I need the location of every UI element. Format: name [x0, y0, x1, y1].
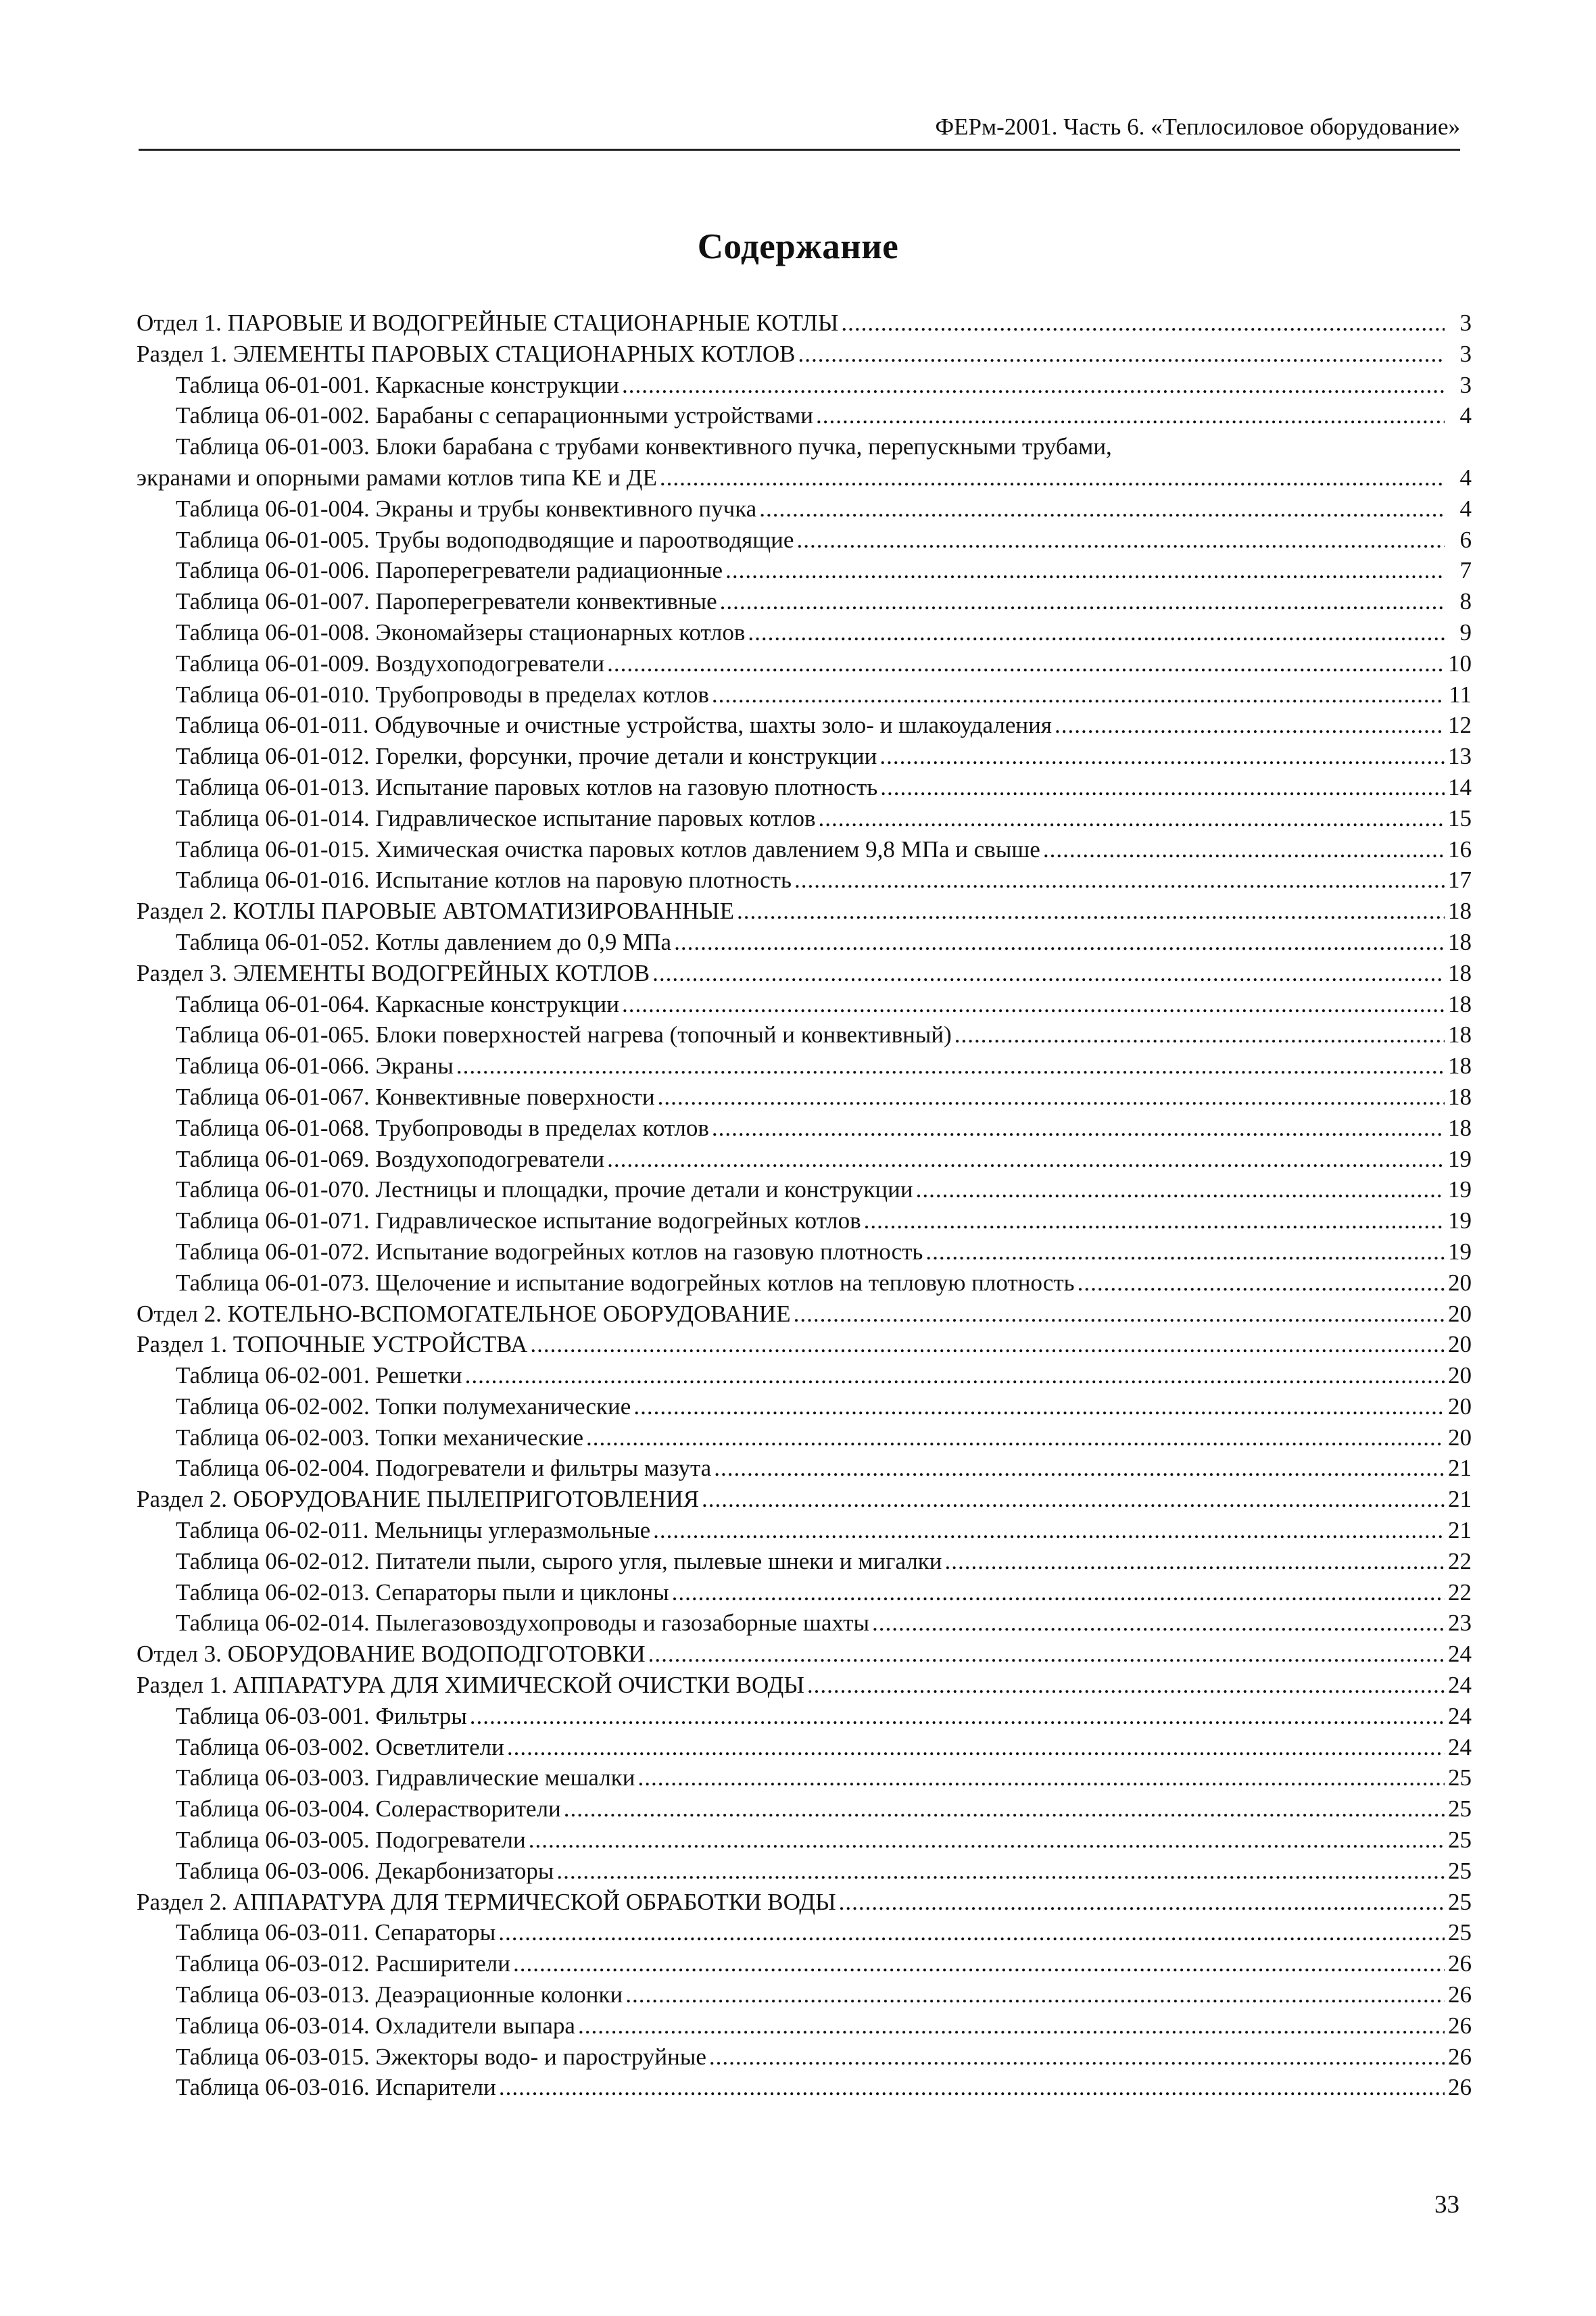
toc-entry [137, 1887, 1472, 1918]
toc-entry-label: Таблица 06-01-010. Трубопроводы в пределах котлов [176, 681, 709, 708]
toc-entry [137, 617, 1472, 648]
toc-entry-label: Таблица 06-01-008. Экономайзеры стационарных котлов [176, 619, 746, 646]
toc-entry [137, 1732, 1472, 1763]
toc-entry [137, 1174, 1472, 1205]
toc-entry-label: Таблица 06-01-013. Испытание паровых котлов на газовую плотность [176, 773, 878, 800]
toc-entry-label: Таблица 06-02-002. Топки полумеханические [176, 1393, 631, 1420]
toc-entry-label: Таблица 06-03-006. Декарбонизаторы [176, 1857, 554, 1884]
toc-entry-page: 18 [1448, 959, 1472, 986]
toc-entry [137, 1205, 1472, 1236]
dot-leader [807, 1670, 1445, 1701]
dot-leader [648, 1639, 1445, 1670]
dot-leader [633, 1391, 1445, 1422]
dot-leader [470, 1701, 1445, 1732]
toc-entry-page: 18 [1448, 898, 1472, 925]
dot-leader [798, 339, 1445, 370]
toc-entry-label: Таблица 06-01-072. Испытание водогрейных котлов на газовую плотность [176, 1238, 923, 1265]
running-title: ФЕРм-2001. Часть 6. «Теплосиловое оборудование» [935, 114, 1460, 140]
dot-leader [456, 1051, 1445, 1082]
dot-leader [507, 1732, 1445, 1763]
dot-leader [702, 1484, 1445, 1515]
table-of-contents [137, 308, 1472, 2103]
toc-entry [137, 2072, 1472, 2103]
toc-entry [137, 1113, 1472, 1144]
toc-entry [137, 958, 1472, 989]
toc-entry [137, 710, 1472, 741]
toc-entry-page: 23 [1448, 1610, 1472, 1637]
toc-entry-label: Таблица 06-01-073. Щелочение и испытание водогрейных котлов на тепловую плотность [176, 1269, 1075, 1296]
dot-leader [725, 555, 1445, 586]
page-number: 33 [1434, 2191, 1459, 2219]
toc-entry-label: Раздел 3. ЭЛЕМЕНТЫ ВОДОГРЕЙНЫХ КОТЛОВ [137, 959, 650, 986]
toc-entry-label: Таблица 06-01-012. Горелки, форсунки, прочие детали и конструкции [176, 743, 877, 770]
toc-entry [137, 1484, 1472, 1515]
toc-entry-page: 3 [1459, 310, 1472, 336]
toc-entry-label: Раздел 1. АППАРАТУРА ДЛЯ ХИМИЧЕСКОЙ ОЧИСТКИ ВОДЫ [137, 1672, 804, 1699]
toc-entry-label: Таблица 06-01-007. Пароперегреватели конвективные [176, 588, 717, 615]
toc-entry-label: Раздел 1. ТОПОЧНЫЕ УСТРОЙСТВА [137, 1331, 528, 1358]
toc-entry-page: 20 [1448, 1362, 1472, 1389]
toc-entry-page: 4 [1459, 495, 1472, 522]
toc-entry [137, 370, 1472, 401]
toc-entry-page: 19 [1448, 1207, 1472, 1234]
toc-entry [137, 586, 1472, 617]
toc-entry [137, 1762, 1472, 1793]
toc-entry-label: Таблица 06-02-003. Топки механические [176, 1424, 584, 1451]
toc-entry-page: 22 [1448, 1547, 1472, 1574]
toc-entry-page: 15 [1448, 804, 1472, 831]
toc-entry-page: 26 [1448, 1950, 1472, 1977]
dot-leader [564, 1793, 1445, 1825]
toc-entry-label: Раздел 2. ОБОРУДОВАНИЕ ПЫЛЕПРИГОТОВЛЕНИЯ [137, 1486, 700, 1513]
toc-entry-label: Таблица 06-01-005. Трубы водоподводящие и пароотводящие [176, 526, 794, 553]
toc-entry-page: 18 [1448, 990, 1472, 1017]
dot-leader [622, 370, 1445, 401]
toc-entry-label: Таблица 06-01-016. Испытание котлов на паровую плотность [176, 867, 792, 894]
toc-entry-label: Таблица 06-01-006. Пароперегреватели радиационные [176, 557, 723, 584]
toc-entry-label: Таблица 06-01-064. Каркасные конструкции [176, 990, 619, 1017]
toc-entry-page: 18 [1448, 1083, 1472, 1110]
toc-entry-label: Таблица 06-03-003. Гидравлические мешалки [176, 1764, 635, 1791]
toc-entry-page: 20 [1448, 1393, 1472, 1420]
toc-entry-label: Таблица 06-03-001. Фильтры [176, 1702, 467, 1729]
toc-entry [137, 1391, 1472, 1422]
toc-entry-page: 26 [1448, 2012, 1472, 2039]
toc-entry-label: Таблица 06-01-069. Воздухоподогреватели [176, 1145, 605, 1172]
toc-entry-page: 18 [1448, 1053, 1472, 1080]
toc-entry-page: 7 [1459, 557, 1472, 584]
dot-leader [556, 1856, 1445, 1887]
dot-leader [794, 865, 1445, 896]
toc-entry-label: Раздел 2. КОТЛЫ ПАРОВЫЕ АВТОМАТИЗИРОВАННЫЕ [137, 898, 735, 925]
toc-entry [137, 1329, 1472, 1360]
dot-leader [672, 1577, 1445, 1608]
toc-entry-page: 9 [1459, 619, 1472, 646]
toc-entry-label: Отдел 2. КОТЕЛЬНО-ВСПОМОГАТЕЛЬНОЕ ОБОРУДОВАНИЕ [137, 1300, 791, 1327]
toc-entry-page: 19 [1448, 1176, 1472, 1203]
toc-entry [137, 1917, 1472, 1948]
toc-entry-page: 4 [1459, 402, 1472, 429]
toc-entry-page: 19 [1448, 1145, 1472, 1172]
toc-entry-page: 25 [1448, 1919, 1472, 1946]
toc-entry [137, 462, 1472, 493]
dot-leader [880, 772, 1445, 803]
toc-entry [137, 1608, 1472, 1639]
toc-entry-page: 8 [1459, 588, 1472, 615]
toc-entry-page: 20 [1448, 1331, 1472, 1358]
toc-entry-label: экранами и опорными рамами котлов типа КЕ и ДЕ [137, 464, 657, 491]
toc-entry-page: 24 [1448, 1641, 1472, 1668]
dot-leader [578, 2010, 1445, 2042]
dot-leader [1078, 1268, 1445, 1299]
toc-entry-page: 20 [1448, 1424, 1472, 1451]
toc-entry [137, 555, 1472, 586]
toc-entry [137, 1019, 1472, 1051]
dot-leader [796, 525, 1445, 556]
dot-leader [712, 679, 1445, 710]
dot-leader [1055, 710, 1445, 741]
toc-entry [137, 989, 1472, 1020]
toc-entry [137, 2042, 1472, 2073]
dot-leader [586, 1422, 1445, 1453]
toc-entry [137, 1082, 1472, 1113]
toc-entry-page: 19 [1448, 1238, 1472, 1265]
toc-entry-page: 18 [1448, 1021, 1472, 1048]
dot-leader [841, 308, 1445, 339]
toc-entry [137, 308, 1472, 339]
dot-leader [625, 1979, 1445, 2010]
toc-entry-page: 26 [1448, 1981, 1472, 2008]
toc-entry-page: 4 [1459, 464, 1472, 491]
toc-entry [137, 803, 1472, 834]
toc-entry [137, 1051, 1472, 1082]
dot-leader [916, 1174, 1445, 1205]
toc-entry [137, 1825, 1472, 1856]
dot-leader [945, 1546, 1445, 1577]
toc-entry [137, 339, 1472, 370]
toc-entry [137, 1546, 1472, 1577]
toc-entry-page: 3 [1459, 371, 1472, 398]
toc-entry [137, 834, 1472, 865]
toc-entry [137, 1422, 1472, 1453]
toc-entry-page: 21 [1448, 1486, 1472, 1513]
toc-entry [137, 431, 1472, 462]
dot-leader [864, 1205, 1445, 1236]
toc-entry-label: Таблица 06-03-011. Сепараторы [176, 1919, 496, 1946]
dot-leader [529, 1825, 1445, 1856]
toc-entry-label: Таблица 06-01-011. Обдувочные и очистные устройства, шахты золо- и шлакоудаления [176, 712, 1052, 739]
dot-leader [652, 958, 1445, 989]
toc-entry [137, 772, 1472, 803]
running-header [139, 108, 1460, 151]
page-title: Содержание [697, 227, 899, 266]
toc-entry [137, 1360, 1472, 1391]
dot-leader [622, 989, 1445, 1020]
toc-entry [137, 865, 1472, 896]
toc-entry-label: Отдел 3. ОБОРУДОВАНИЕ ВОДОПОДГОТОВКИ [137, 1641, 646, 1668]
toc-entry-label: Раздел 1. ЭЛЕМЕНТЫ ПАРОВЫХ СТАЦИОНАРНЫХ КОТЛОВ [137, 340, 796, 367]
dot-leader [530, 1329, 1445, 1360]
toc-entry-page: 12 [1448, 712, 1472, 739]
dot-leader [465, 1360, 1445, 1391]
toc-entry-page: 26 [1448, 2043, 1472, 2070]
toc-entry-page: 22 [1448, 1578, 1472, 1606]
dot-leader [748, 617, 1445, 648]
toc-entry-page: 25 [1448, 1888, 1472, 1915]
dot-leader [737, 896, 1445, 927]
toc-entry-label: Таблица 06-01-068. Трубопроводы в пределах котлов [176, 1114, 709, 1141]
dot-leader [660, 462, 1445, 493]
dot-leader [714, 1453, 1445, 1484]
toc-entry [137, 741, 1472, 772]
toc-entry-page: 25 [1448, 1857, 1472, 1884]
toc-entry [137, 1515, 1472, 1546]
toc-entry [137, 493, 1472, 525]
toc-entry-label: Таблица 06-01-009. Воздухоподогреватели [176, 650, 605, 677]
toc-entry-page: 3 [1459, 340, 1472, 367]
toc-entry [137, 1268, 1472, 1299]
toc-entry-label: Таблица 06-03-004. Солерастворители [176, 1795, 561, 1823]
toc-entry-label: Таблица 06-01-070. Лестницы и площадки, прочие детали и конструкции [176, 1176, 913, 1203]
dot-leader [816, 400, 1445, 431]
toc-entry-label: Таблица 06-02-014. Пылегазовоздухопроводы и газозаборные шахты [176, 1610, 869, 1637]
toc-entry-page: 14 [1448, 773, 1472, 800]
toc-entry-page: 25 [1448, 1827, 1472, 1854]
toc-entry [137, 1856, 1472, 1887]
toc-entry [137, 927, 1472, 958]
dot-leader [759, 493, 1445, 525]
toc-entry-page: 17 [1448, 867, 1472, 894]
dot-leader [879, 741, 1445, 772]
toc-entry-page: 16 [1448, 836, 1472, 863]
toc-entry [137, 648, 1472, 679]
toc-entry-page: 25 [1448, 1764, 1472, 1791]
toc-entry-label: Таблица 06-01-003. Блоки барабана с трубами конвективного пучка, перепускными трубами, [176, 433, 1112, 460]
toc-entry-label: Таблица 06-03-012. Расширители [176, 1950, 510, 1977]
toc-entry [137, 1236, 1472, 1268]
toc-entry-label: Таблица 06-02-012. Питатели пыли, сырого угля, пылевые шнеки и мигалки [176, 1547, 942, 1574]
toc-entry-label: Таблица 06-02-001. Решетки [176, 1362, 462, 1389]
toc-entry [137, 1577, 1472, 1608]
dot-leader [637, 1762, 1445, 1793]
toc-entry-page: 26 [1448, 2074, 1472, 2101]
dot-leader [607, 1144, 1445, 1175]
dot-leader [653, 1515, 1445, 1546]
toc-entry-label: Таблица 06-01-065. Блоки поверхностей нагрева (топочный и конвективный) [176, 1021, 952, 1048]
toc-entry [137, 896, 1472, 927]
toc-entry [137, 1639, 1472, 1670]
toc-entry [137, 1144, 1472, 1175]
toc-entry-page: 21 [1448, 1455, 1472, 1482]
toc-entry-page: 18 [1448, 1114, 1472, 1141]
toc-entry-label: Таблица 06-01-002. Барабаны с сепарационными устройствами [176, 402, 813, 429]
dot-leader [839, 1887, 1445, 1918]
toc-entry-label: Таблица 06-03-016. Испарители [176, 2074, 496, 2101]
toc-entry-page: 25 [1448, 1795, 1472, 1823]
toc-entry-label: Таблица 06-01-071. Гидравлическое испытание водогрейных котлов [176, 1207, 861, 1234]
toc-entry-page: 21 [1448, 1517, 1472, 1544]
toc-entry-label: Таблица 06-02-011. Мельницы углеразмольные [176, 1517, 651, 1544]
toc-entry [137, 1670, 1472, 1701]
dot-leader [498, 1917, 1445, 1948]
toc-entry-page: 24 [1448, 1702, 1472, 1729]
toc-entry [137, 525, 1472, 556]
toc-entry [137, 2010, 1472, 2042]
toc-entry-label: Таблица 06-01-052. Котлы давлением до 0,9 МПа [176, 928, 672, 955]
dot-leader [794, 1299, 1445, 1330]
dot-leader [513, 1948, 1445, 1979]
toc-entry-page: 18 [1448, 928, 1472, 955]
toc-entry-label: Таблица 06-03-014. Охладители выпара [176, 2012, 575, 2039]
toc-entry-page: 24 [1448, 1672, 1472, 1699]
toc-entry [137, 1453, 1472, 1484]
toc-entry-label: Таблица 06-02-013. Сепараторы пыли и циклоны [176, 1578, 669, 1606]
toc-entry-page: 20 [1448, 1300, 1472, 1327]
dot-leader [607, 648, 1445, 679]
toc-entry [137, 1948, 1472, 1979]
toc-entry-page: 13 [1448, 743, 1472, 770]
toc-entry-page: 11 [1449, 681, 1472, 708]
toc-entry-label: Таблица 06-03-013. Деаэрационные колонки [176, 1981, 623, 2008]
dot-leader [499, 2072, 1445, 2103]
toc-entry-page: 20 [1448, 1269, 1472, 1296]
toc-entry [137, 679, 1472, 710]
toc-entry [137, 1793, 1472, 1825]
dot-leader [720, 586, 1445, 617]
dot-leader [954, 1019, 1445, 1051]
dot-leader [712, 1113, 1445, 1144]
toc-entry [137, 1979, 1472, 2010]
toc-entry-page: 6 [1459, 526, 1472, 553]
toc-entry-label: Таблица 06-03-015. Эжекторы водо- и пароструйные [176, 2043, 706, 2070]
toc-entry-label: Отдел 1. ПАРОВЫЕ И ВОДОГРЕЙНЫЕ СТАЦИОНАРНЫЕ КОТЛЫ [137, 310, 839, 336]
toc-entry-label: Таблица 06-03-005. Подогреватели [176, 1827, 526, 1854]
toc-entry [137, 400, 1472, 431]
toc-entry [137, 1701, 1472, 1732]
dot-leader [925, 1236, 1445, 1268]
dot-leader [709, 2042, 1445, 2073]
toc-entry-label: Таблица 06-01-004. Экраны и трубы конвективного пучка [176, 495, 757, 522]
toc-entry-page: 10 [1448, 650, 1472, 677]
toc-entry-label: Таблица 06-01-001. Каркасные конструкции [176, 371, 619, 398]
toc-entry-label: Таблица 06-01-066. Экраны [176, 1053, 454, 1080]
toc-entry-page: 24 [1448, 1733, 1472, 1760]
dot-leader [818, 803, 1445, 834]
toc-entry [137, 1299, 1472, 1330]
toc-entry-label: Таблица 06-01-067. Конвективные поверхности [176, 1083, 655, 1110]
toc-entry-label: Раздел 2. АППАРАТУРА ДЛЯ ТЕРМИЧЕСКОЙ ОБРАБОТКИ ВОДЫ [137, 1888, 836, 1915]
toc-entry-label: Таблица 06-01-014. Гидравлическое испытание паровых котлов [176, 804, 816, 831]
toc-entry-label: Таблица 06-02-004. Подогреватели и фильтры мазута [176, 1455, 712, 1482]
dot-leader [658, 1082, 1445, 1113]
dot-leader [1043, 834, 1445, 865]
dot-leader [872, 1608, 1445, 1639]
toc-entry-label: Таблица 06-03-002. Осветлители [176, 1733, 504, 1760]
toc-entry-label: Таблица 06-01-015. Химическая очистка паровых котлов давлением 9,8 МПа и свыше [176, 836, 1040, 863]
dot-leader [674, 927, 1445, 958]
